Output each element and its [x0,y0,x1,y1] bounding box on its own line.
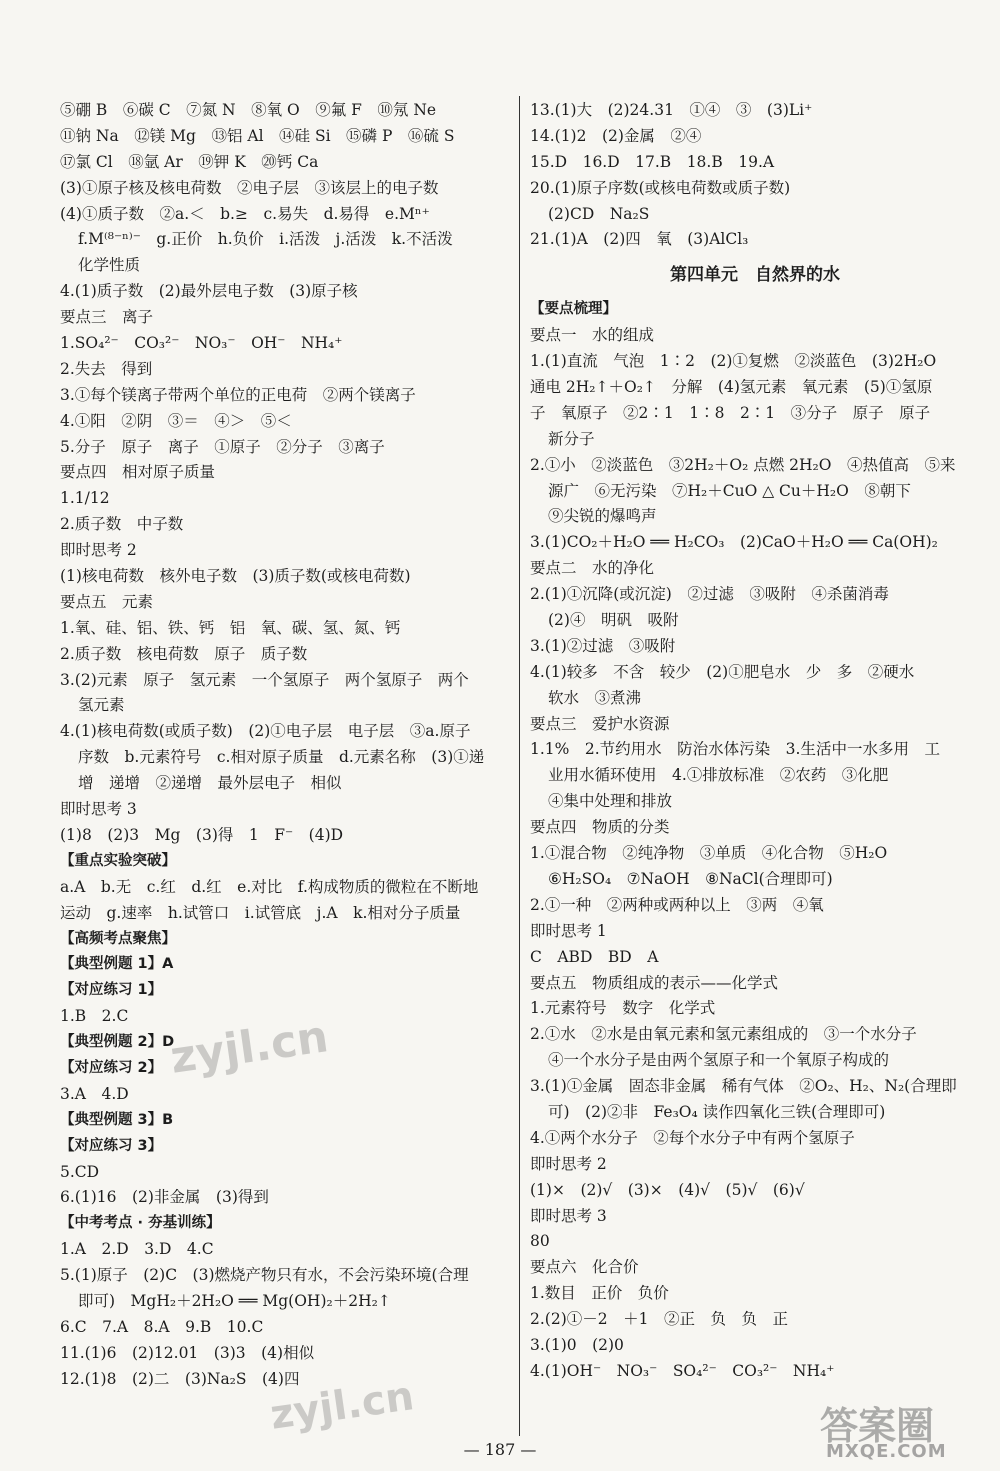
answer-line: ⑤硼 B ⑥碳 C ⑦氮 N ⑧氧 O ⑨氟 F ⑩氖 Ne [60,101,437,119]
answer-line: 【对应练习 1】 [60,982,163,999]
answer-line: 3.(1)0 (2)0 [530,1335,624,1354]
answer-line: 要点四 相对原子质量 [60,463,216,482]
logo-text: 答案圈 [820,1404,935,1448]
answer-line: 通电 2H₂↑＋O₂↑ 分解 (4)氢元素 氧元素 (5)①氢原 [530,378,933,397]
answer-line: 1.(1)直流 气泡 1∶2 (2)①复燃 ②淡蓝色 (3)2H₂O [530,352,937,371]
answer-line: 【重点实验突破】 [60,852,176,869]
answer-line: 【对应练习 3】 [60,1137,163,1154]
answer-line: 要点二 水的净化 [530,559,655,578]
answer-line: 12.(1)8 (2)二 (3)Na₂S (4)四 [60,1369,300,1388]
answer-line: 6.(1)16 (2)非金属 (3)得到 [60,1188,269,1207]
answer-line: 15.D 16.D 17.B 18.B 19.A [530,152,775,171]
answer-line: 1.氧、硅、铝、铁、钙 铝 氧、碳、氢、氮、钙 [60,618,401,637]
answer-line: 5.CD [60,1162,100,1181]
answer-line: (2)CD Na₂S [548,204,650,223]
answer-line: 【中考考点 · 夯基训练】 [60,1215,221,1232]
answer-line: 2.失去 得到 [60,359,153,378]
answer-line: 要点五 物质组成的表示——化学式 [530,973,779,992]
answer-line: 1.B 2.C [60,1007,129,1026]
unit-four-answers [530,297,980,1384]
answer-line: 4.(1)OH⁻ NO₃⁻ SO₄²⁻ CO₃²⁻ NH₄⁺ [530,1361,835,1380]
answer-line: 【典型例题 2】D [60,1034,175,1051]
watermark: zyjl.cn [267,1373,417,1439]
answer-line: 2.(2)①－2 ＋1 ②正 负 负 正 [530,1310,788,1329]
answer-line: 即时思考 2 [60,541,137,560]
answer-line: ④集中处理和排放 [548,792,673,811]
answer-line: 13.(1)大 (2)24.31 ①④ ③ (3)Li⁺ [530,101,813,119]
answer-line: 1.SO₄²⁻ CO₃²⁻ NO₃⁻ OH⁻ NH₄⁺ [60,334,343,353]
answer-line: 即时思考 1 [530,921,607,940]
answer-line: 21.(1)A (2)四 氧 (3)AlCl₃ [530,230,749,249]
column-divider [519,96,520,1436]
answer-line: 即时思考 2 [530,1154,607,1173]
answer-line: ⑰氯 Cl ⑱氩 Ar ⑲钾 K ⑳钙 Ca [60,152,319,171]
answer-line: 要点五 元素 [60,592,154,611]
answer-line: 3.(2)元素 原子 氢元素 一个氢原子 两个氢原子 两个 [60,670,469,689]
answer-line: (2)④ 明矾 吸附 [548,611,679,630]
answer-line: C ABD BD A [530,947,659,966]
answer-line: 4.(1)核电荷数(或质子数) (2)①电子层 电子层 ③a.原子 [60,722,471,741]
answer-line: 20.(1)原子序数(或核电荷数或质子数) [530,178,791,197]
site-logo [820,1395,990,1465]
answer-line: 4.①两个水分子 ②每个水分子中有两个氢原子 [530,1128,855,1147]
answer-line: 要点四 物质的分类 [530,818,670,837]
answer-line: 1.1/12 [60,489,110,508]
answer-line: 1.元素符号 数字 化学式 [530,999,716,1018]
answer-line: 6.C 7.A 8.A 9.B 10.C [60,1317,264,1336]
answer-line: (3)①原子核及核电荷数 ②电子层 ③该层上的电子数 [60,178,439,197]
answer-line: 即时思考 3 [530,1206,607,1225]
answer-line: 运动 g.速率 h.试管口 i.试管底 j.A k.相对分子质量 [60,903,461,922]
answer-line: 11.(1)6 (2)12.01 (3)3 (4)相似 [60,1343,315,1362]
right-column [530,98,980,1385]
answer-line: (1)× (2)√ (3)× (4)√ (5)√ (6)√ [530,1180,805,1199]
answer-line: 【要点梳理】 [530,301,617,318]
answer-line: 业用水循环使用 4.①排放标准 ②农药 ③化肥 [548,766,889,785]
answer-line: (1)8 (2)3 Mg (3)得 1 F⁻ (4)D [60,825,344,844]
answer-line: 即时思考 3 [60,800,137,819]
unit-title: 第四单元 自然界的水 [670,265,840,286]
answer-line: 5.分子 原子 离子 ①原子 ②分子 ③离子 [60,437,385,456]
answer-line: ⑪钠 Na ⑫镁 Mg ⑬铝 Al ⑭硅 Si ⑮磷 P ⑯硫 S [60,126,455,145]
answer-line: 新分子 [548,429,595,448]
answer-line: 3.A 4.D [60,1084,129,1103]
answer-line: 子 氧原子 ②2∶1 1∶8 2∶1 ③分子 原子 原子 [530,403,931,422]
answer-line: 5.(1)原子 (2)C (3)燃烧产物只有水，不会污染环境(合理 [60,1266,469,1285]
answer-line: 2.①水 ②水是由氧元素和氢元素组成的 ③一个水分子 [530,1025,917,1044]
answer-line: ⑨尖锐的爆鸣声 [548,507,657,526]
answer-line: 1.1% 2.节约用水 防治水体污染 3.生活中一水多用 工 [530,740,940,759]
answer-line: 1.①混合物 ②纯净物 ③单质 ④化合物 ⑤H₂O [530,844,888,863]
answer-line: 4.(1)较多 不含 较少 (2)①肥皂水 少 多 ②硬水 [530,662,915,681]
answer-line: 1.A 2.D 3.D 4.C [60,1240,214,1259]
answer-line: 4.①阳 ②阴 ③＝ ④＞ ⑤＜ [60,411,292,430]
answer-line: 软水 ③煮沸 [548,688,642,707]
right-top-answers [530,98,980,253]
answer-line: 要点三 爱护水资源 [530,714,670,733]
answer-line: 即可) MgH₂＋2H₂O ══ Mg(OH)₂＋2H₂↑ [78,1291,391,1310]
answer-line: 可) (2)②非 Fe₃O₄ 读作四氧化三铁(合理即可) [548,1102,886,1121]
answer-line: 增 递增 ②递增 最外层电子 相似 [78,774,342,793]
answer-line: 【典型例题 1】A [60,956,174,973]
answer-line: 2.质子数 核电荷数 原子 质子数 [60,644,308,663]
answer-line: 2.质子数 中子数 [60,515,184,534]
answer-line: 要点一 水的组成 [530,326,655,345]
answer-line: 序数 b.元素符号 c.相对原子质量 d.元素名称 (3)①递 [78,748,485,767]
answer-line: f.M⁽⁸⁻ⁿ⁾⁻ g.正价 h.负价 i.活泼 j.活泼 k.不活泼 [78,230,453,249]
answer-line: 3.(1)②过滤 ③吸附 [530,636,676,655]
answer-line: 【典型例题 3】B [60,1111,174,1128]
answer-line: 要点三 离子 [60,308,154,327]
answer-line: 【对应练习 2】 [60,1059,163,1076]
answer-line: ④一个水分子是由两个氢原子和一个氧原子构成的 [548,1051,890,1070]
answer-line: 2.①一种 ②两种或两种以上 ③两 ④氧 [530,895,824,914]
answer-line: 4.(1)质子数 (2)最外层电子数 (3)原子核 [60,282,358,301]
answer-line: 14.(1)2 (2)金属 ②④ [530,126,702,145]
answer-line: 3.①每个镁离子带两个单位的正电荷 ②两个镁离子 [60,385,416,404]
answer-line: a.A b.无 c.红 d.红 e.对比 f.构成物质的微粒在不断地 [60,877,479,896]
answer-line: 源广 ⑥无污染 ⑦H₂＋CuO △ Cu＋H₂O ⑧朝下 [548,481,911,500]
page-number: — 187 — [463,1440,537,1459]
answer-line: ⑥H₂SO₄ ⑦NaOH ⑧NaCl(合理即可) [548,869,833,888]
answer-line: 【高频考点聚焦】 [60,930,176,947]
answer-line: 氢元素 [78,696,125,715]
logo-subtext: MXQE.COM [826,1441,947,1462]
answer-line: 3.(1)①金属 固态非金属 稀有气体 ②O₂、H₂、N₂(合理即 [530,1077,957,1096]
answer-line: 化学性质 [78,256,141,275]
watermark: zyjl.cn [167,1011,332,1084]
answer-line: 2.(1)①沉降(或沉淀) ②过滤 ③吸附 ④杀菌消毒 [530,585,889,604]
answer-line: (4)①质子数 ②a.＜ b.≥ c.易失 d.易得 e.Mⁿ⁺ [60,204,430,223]
answer-line: 要点六 化合价 [530,1258,639,1277]
answer-line: (1)核电荷数 核外电子数 (3)质子数(或核电荷数) [60,567,411,586]
answer-line: 80 [530,1232,550,1251]
left-column [60,98,515,1393]
answer-line: 2.①小 ②淡蓝色 ③2H₂＋O₂ 点燃 2H₂O ④热值高 ⑤来 [530,455,956,474]
answer-line: 3.(1)CO₂＋H₂O ══ H₂CO₃ (2)CaO＋H₂O ══ Ca(OH)₂ [530,533,938,552]
answer-line: 1.数目 正价 负价 [530,1284,669,1303]
